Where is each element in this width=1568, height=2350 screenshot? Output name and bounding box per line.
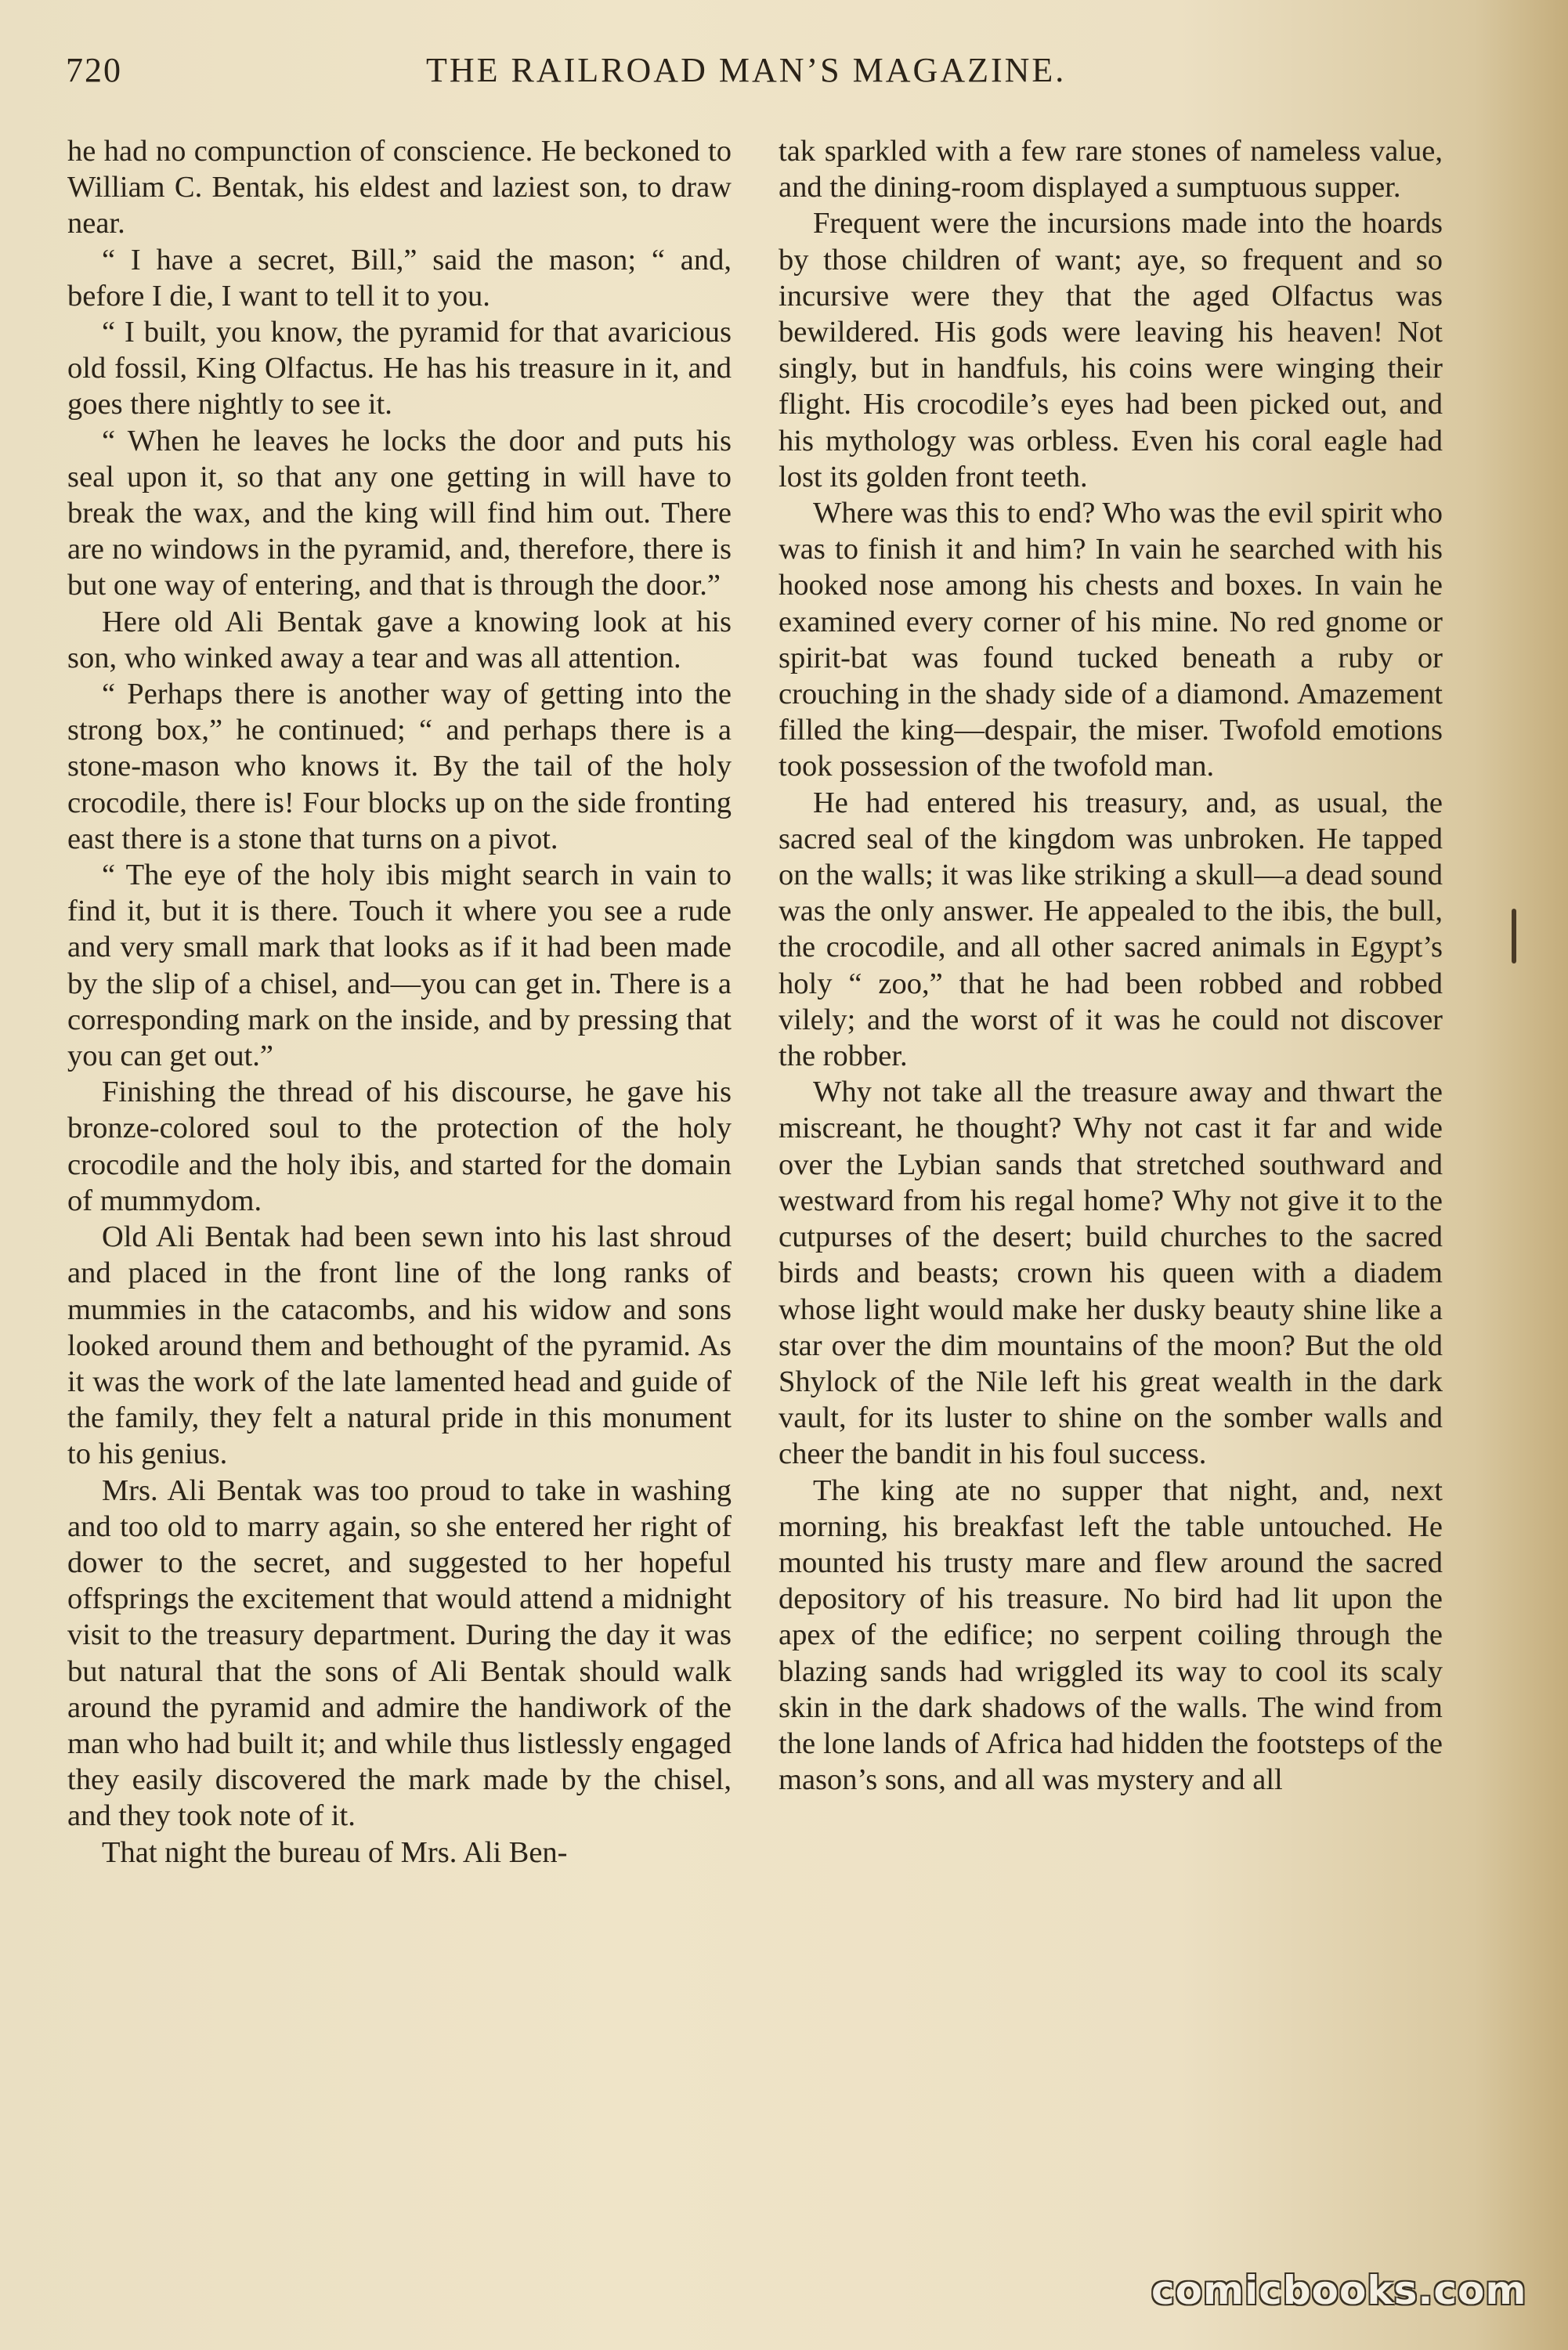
- paragraph: “ I have a secret, Bill,” said the mason; “ and, before I die, I want to tell it to you.: [67, 243, 732, 313]
- paragraph: Frequent were the incursions made into the hoards by those children of want; aye, so frequent and so incursive were they that the aged Olfactus was bewildered. His gods were leaving his heaven! Not singly, but in handfuls, his coins were winging their flight. His crocodile’s eyes had been picked out, and his mythology was orbless. Even his coral eagle had lost its golden front teeth.: [779, 207, 1443, 494]
- paragraph: Where was this to end? Who was the evil spirit who was to finish it and him? In vain he searched with his hooked nose among his chests and boxes. In vain he examined every corner of his mine. No red gnome or spirit-bat was found tucked beneath a ruby or crouching in the shady side of a diamond. Amazement filled the king—despair, the miser. Twofold emotions took possession of the twofold man.: [779, 497, 1443, 783]
- left-column: [67, 133, 732, 1871]
- paragraph: “ The eye of the holy ibis might search in vain to find it, but it is there. Touch it where you see a rude and very small mark that looks as if it had been made by the slip of a chisel, and—you can get in. There is a corresponding mark on the inside, and by pressing that you can get out.”: [67, 859, 732, 1073]
- paragraph: “ I built, you know, the pyramid for that avaricious old fossil, King Olfactus. He has his treasure in it, and goes there nightly to see it.: [67, 316, 732, 421]
- right-column: [779, 133, 1443, 1798]
- paragraph: Finishing the thread of his discourse, he gave his bronze-colored soul to the protection of the holy crocodile and the holy ibis, and started for the domain of mummydom.: [67, 1076, 732, 1217]
- page-header: [66, 50, 1451, 105]
- running-title: THE RAILROAD MAN’S MAGAZINE.: [426, 51, 1067, 89]
- paragraph: “ When he leaves he locks the door and puts his seal upon it, so that any one getting in will have to break the wax, and the king will find him out. There are no windows in the pyramid, and, therefore, there is but one way of entering, and that is through the door.”: [67, 424, 732, 602]
- paragraph: tak sparkled with a few rare stones of nameless value, and the dining-room displayed a sumptuous supper.: [779, 135, 1443, 204]
- paragraph: He had entered his treasury, and, as usual, the sacred seal of the kingdom was unbroken. He tapped on the walls; it was like striking a skull—a dead sound was the only answer. He appealed to the ibis, the bull, the crocodile, and all other sacred animals in Egypt’s holy “ zoo,” that he had been robbed and robbed vilely; and the worst of it was he could not discover the robber.: [779, 786, 1443, 1073]
- page-number: 720: [66, 51, 122, 89]
- paragraph: he had no compunction of conscience. He beckoned to William C. Bentak, his eldest and laziest son, to draw near.: [67, 135, 732, 240]
- paragraph: The king ate no supper that night, and, next morning, his breakfast left the table untouched. He mounted his trusty mare and flew around the sacred depository of his treasure. No bird had lit upon the apex of the edifice; no serpent coiling through the blazing sands had wriggled its way to cool its scaly skin in the dark shadows of the walls. The wind from the lone lands of Africa had hidden the footsteps of the mason’s sons, and all was mystery and all: [779, 1473, 1443, 1797]
- paragraph: “ Perhaps there is another way of getting into the strong box,” he continued; “ and perhaps there is a stone-mason who knows it. By the tail of the holy crocodile, there is! Four blocks up on the side fronting east there is a stone that turns on a pivot.: [67, 678, 732, 855]
- paragraph: That night the bureau of Mrs. Ali Ben-: [102, 1835, 568, 1869]
- paragraph: Old Ali Bentak had been sewn into his last shroud and placed in the front line of the long ranks of mummies in the catacombs, and his widow and sons looked around them and bethought of the pyramid. As it was the work of the late lamented head and guide of the family, they felt a natural pride in this monument to his genius.: [67, 1220, 732, 1471]
- watermark-logo: comicbooks.com: [1151, 2268, 1527, 2313]
- paragraph: Here old Ali Bentak gave a knowing look at his son, who winked away a tear and was all attention.: [67, 605, 732, 674]
- paragraph: Mrs. Ali Bentak was too proud to take in washing and too old to marry again, so she entered her right of dower to the secret, and suggested to her hopeful offsprings the excitement that would attend a midnight visit to the treasury department. During the day it was but natural that the sons of Ali Bentak should walk around the pyramid and admire the handiwork of the man who had built it; and while thus listlessly engaged they easily discovered the mark made by the chisel, and they took note of it.: [67, 1473, 732, 1833]
- paragraph: Why not take all the treasure away and thwart the miscreant, he thought? Why not cast it far and wide over the Lybian sands that stretched southward and westward from his regal home? Why not give it to the cutpurses of the desert; build churches to the sacred birds and beasts; crown his queen with a diadem whose light would make her dusky beauty shine like a star over the dim mountains of the moon? But the old Shylock of the Nile left his great wealth in the dark vault, for its luster to shine on the somber walls and cheer the bandit in his foul success.: [779, 1076, 1443, 1471]
- margin-pencil-mark: [1512, 909, 1516, 964]
